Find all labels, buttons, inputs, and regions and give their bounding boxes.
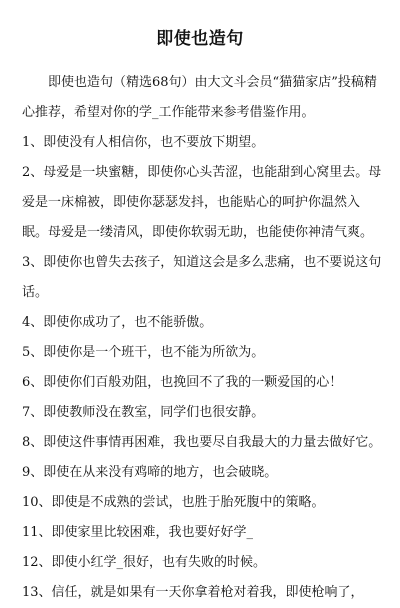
sentence-item-2: 2、母爱是一块蜜糖，即使你心头苦涩，也能甜到心窝里去。母爱是一床棉被，即使你瑟瑟发抖，也能贴心的呵护你温然入眠。母爱是一缕清风，即使你软弱无助，也能使你神清气爽。	[22, 165, 382, 240]
sentence-item-1: 1、即使没有人相信你，也不要放下期望。	[22, 135, 265, 150]
sentence-item-3: 3、即使你也曾失去孩子，知道这会是多么悲痛，也不要说这句话。	[22, 255, 382, 300]
page-title: 即使也造句	[156, 29, 244, 49]
sentence-item-12: 12、即使小红学_很好，也有失败的时候。	[22, 555, 267, 570]
intro-paragraph: 即使也造句（精选68句）由大文斗会员“猫猫家店”投稿精心推荐，希望对你的学_工作能带来参考借鉴作用。	[22, 75, 377, 120]
sentence-item-11: 11、即使家里比较困难，我也要好好学_	[22, 525, 254, 540]
document-body	[22, 68, 382, 608]
sentence-item-8: 8、即使这件事情再困难，我也要尽自我最大的力量去做好它。	[22, 435, 382, 450]
sentence-item-9: 9、即使在从来没有鸡啼的地方，也会破晓。	[22, 465, 278, 480]
sentence-item-4: 4、即使你成功了，也不能骄傲。	[22, 315, 213, 330]
sentence-item-13: 13、信任，就是如果有一天你拿着枪对着我，即使枪响了，	[22, 585, 364, 600]
sentence-item-7: 7、即使教师没在教室，同学们也很安静。	[22, 405, 265, 420]
sentence-item-10: 10、即使是不成熟的尝试，也胜于胎死腹中的策略。	[22, 495, 325, 510]
sentence-item-6: 6、即使你们百般劝阻，也挽回不了我的一颗爱国的心！	[22, 375, 343, 390]
sentence-item-5: 5、即使你是一个班干，也不能为所欲为。	[22, 345, 265, 360]
